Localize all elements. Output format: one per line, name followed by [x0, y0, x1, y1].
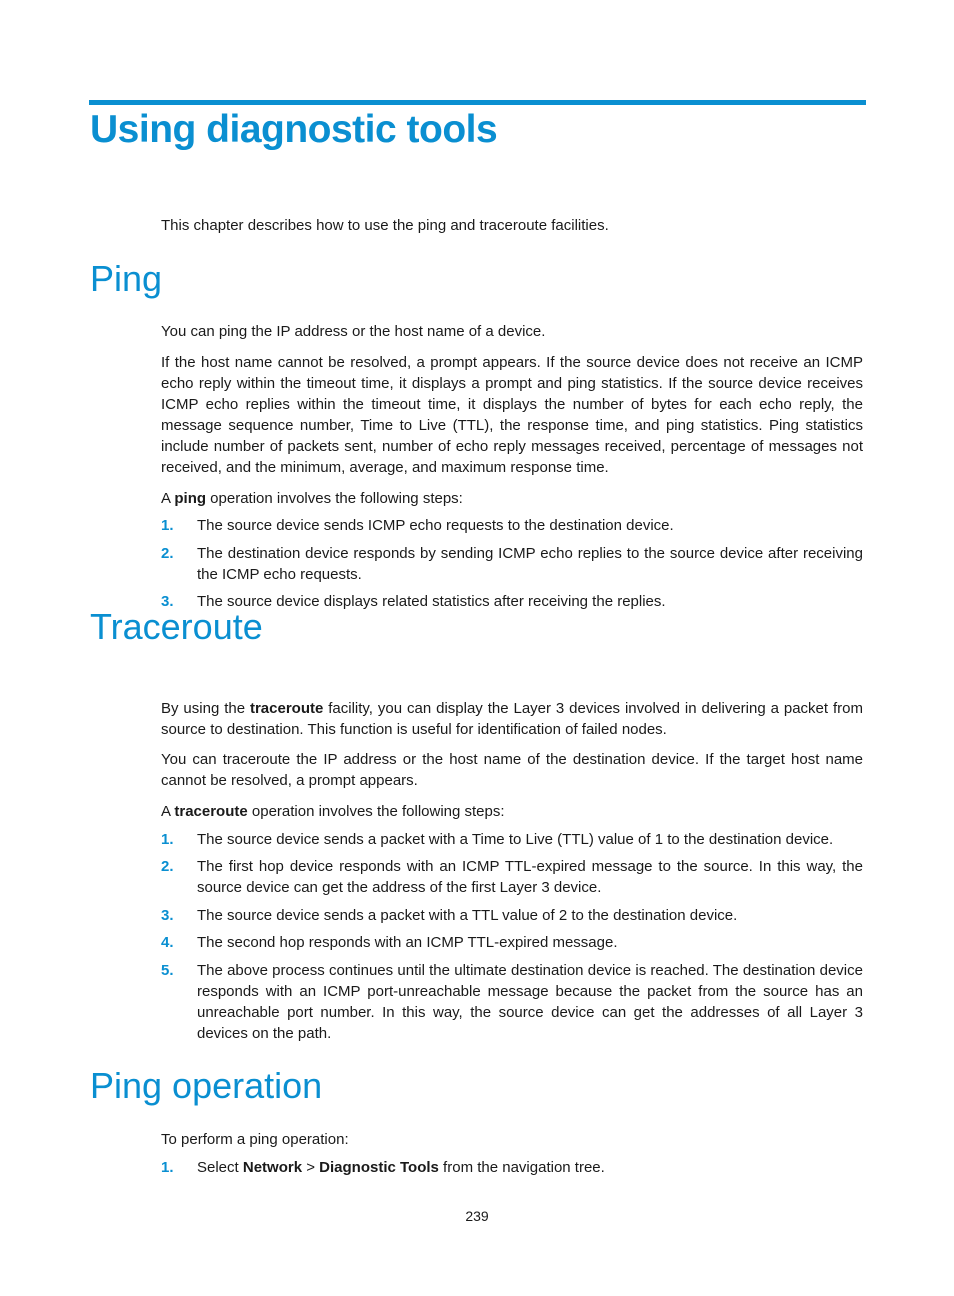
traceroute-p3-pre: A: [161, 803, 175, 820]
ping-operation-intro: To perform a ping operation:: [161, 1131, 349, 1148]
ping-p3-post: operation involves the following steps:: [206, 490, 463, 507]
traceroute-command: traceroute: [249, 700, 324, 717]
ping-heading: Ping: [90, 258, 163, 299]
page-number: 239: [465, 1208, 489, 1224]
traceroute-command: traceroute: [174, 803, 248, 820]
traceroute-step-4: [161, 932, 863, 953]
traceroute-step-2: [161, 856, 863, 898]
traceroute-paragraph-1: [161, 698, 863, 740]
step-text: The first hop device responds with an ICMP TTL-expired message to the source. In this way, the source device can get the address of the first Layer 3 device.: [197, 858, 863, 896]
ping-step-3: [161, 591, 863, 612]
ping-operation-step-1: [161, 1157, 863, 1178]
traceroute-p3-post: operation involves the following steps:: [247, 803, 505, 820]
step-text: [197, 1157, 863, 1178]
menu-network: Network: [242, 1159, 303, 1176]
traceroute-paragraph-2: You can traceroute the IP address or the host name of the destination device. If the target host name cannot be resolved, a prompt appears.: [161, 751, 863, 789]
step-number: 1.: [161, 517, 174, 534]
ping-paragraph-3: [161, 488, 863, 509]
traceroute-p1-post: facility, you can display the Layer 3 devices involved in delivering a packet from source to destination. This function is useful for identification of failed nodes.: [161, 700, 863, 738]
traceroute-step-1: [161, 829, 863, 850]
step-text: The source device sends a packet with a TTL value of 2 to the destination device.: [197, 907, 738, 924]
step-text: The source device sends ICMP echo requests to the destination device.: [197, 517, 674, 534]
traceroute-step-5: [161, 960, 863, 1044]
step-number: 1.: [161, 831, 174, 848]
step-number: 3.: [161, 907, 174, 924]
ping-step-2: [161, 543, 863, 585]
step-text: The second hop responds with an ICMP TTL-expired message.: [197, 934, 618, 951]
ping-command: ping: [174, 490, 207, 507]
step-text: The above process continues until the ultimate destination device is reached. The destination device responds with an ICMP port-unreachable message because the packet from the source has an unreachable port number. In this way, the source device can get the addresses of all Layer 3 devices on the path.: [197, 962, 863, 1042]
step-number: 2.: [161, 545, 174, 562]
step-text: The source device sends a packet with a Time to Live (TTL) value of 1 to the destination device.: [197, 831, 834, 848]
menu-diagnostic-tools: Diagnostic Tools: [319, 1159, 439, 1176]
traceroute-paragraph-3: [161, 801, 863, 822]
chapter-top-rule: [89, 100, 866, 105]
traceroute-step-3: [161, 905, 863, 926]
ping-paragraph-1: You can ping the IP address or the host name of a device.: [161, 323, 546, 340]
ping-operation-heading: Ping operation: [90, 1065, 323, 1106]
step-number: 2.: [161, 858, 174, 875]
step-post: from the navigation tree.: [438, 1159, 605, 1176]
menu-separator: >: [302, 1159, 320, 1176]
ping-step-1: [161, 515, 863, 536]
step-number: 1.: [161, 1159, 174, 1176]
step-text: The source device displays related statistics after receiving the replies.: [197, 593, 666, 610]
chapter-title: Using diagnostic tools: [90, 108, 498, 151]
step-number: 3.: [161, 593, 174, 610]
ping-paragraph-2: If the host name cannot be resolved, a prompt appears. If the source device does not receive an ICMP echo reply within the timeout time, it displays a prompt and ping statistics. If the source device receives ICMP echo replies within the timeout time, it displays the number of bytes for each echo reply, the message sequence number, Time to Live (TTL), the response time, and ping statistics. Ping statistics include number of packets sent, number of echo reply messages received, percentage of messages not received, and the minimum, average, and maximum response time.: [161, 354, 863, 476]
traceroute-p1-pre: By using the: [161, 700, 250, 717]
step-pre: Select: [197, 1159, 243, 1176]
traceroute-heading: Traceroute: [90, 606, 263, 647]
step-number: 5.: [161, 962, 174, 979]
ping-p3-pre: A: [161, 490, 175, 507]
chapter-intro: This chapter describes how to use the ping and traceroute facilities.: [161, 217, 609, 234]
step-text: The destination device responds by sending ICMP echo replies to the source device after receiving the ICMP echo requests.: [197, 545, 863, 583]
step-number: 4.: [161, 934, 174, 951]
